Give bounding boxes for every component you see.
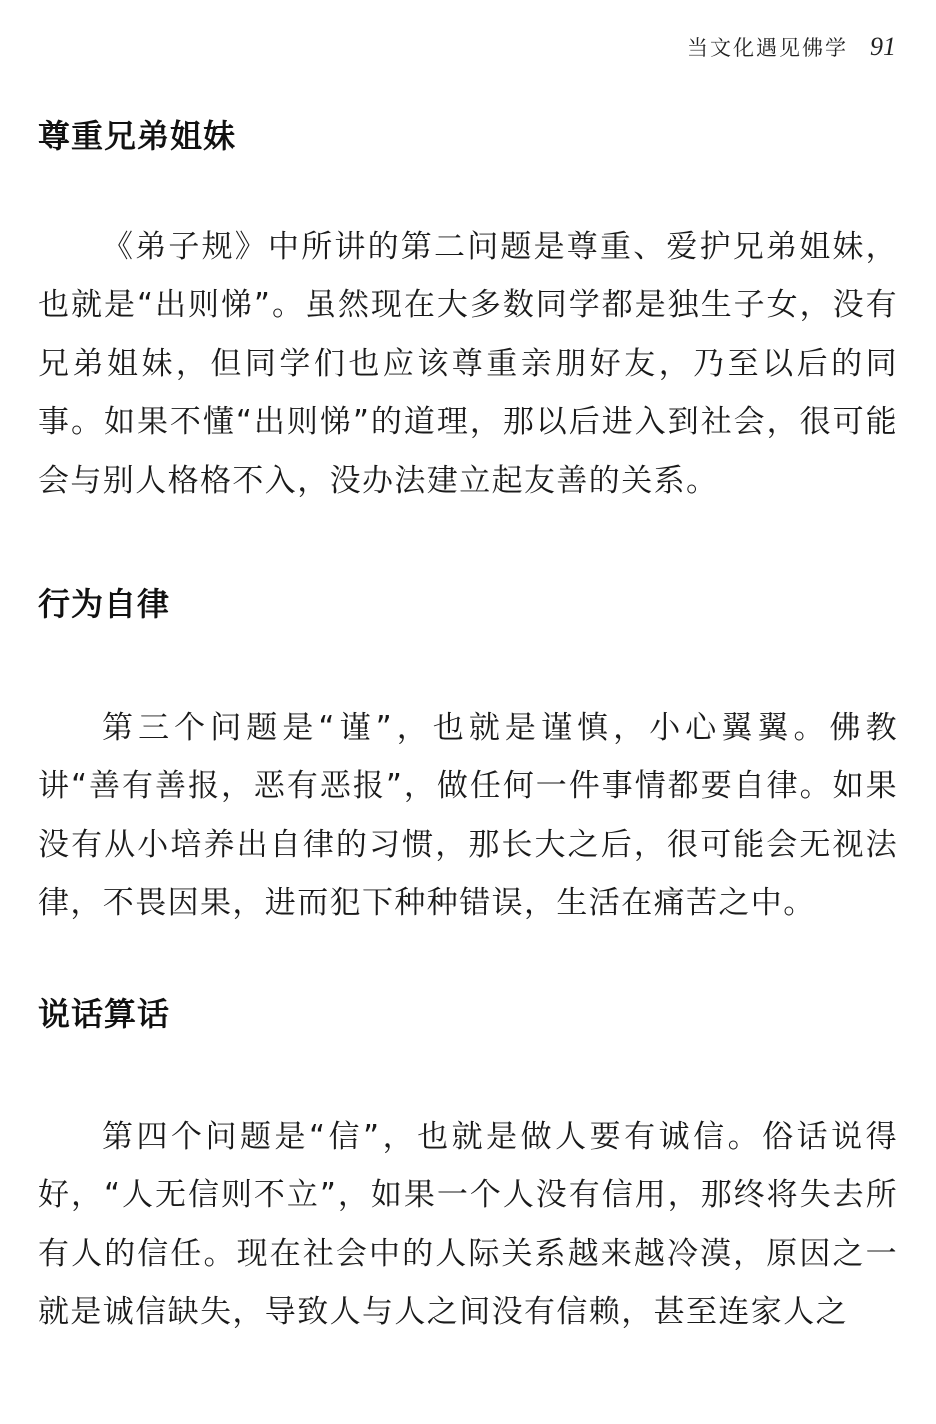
page-number: 91 <box>870 32 896 61</box>
running-title: 当文化遇见佛学 <box>687 36 848 60</box>
section-self-discipline <box>38 584 898 933</box>
running-header <box>687 32 896 62</box>
body-paragraph: 《弟子规》中所讲的第二问题是尊重、爱护兄弟姐妹，也就是“出则悌”。虽然现在大多数同学都是独生子女，没有兄弟姐妹，但同学们也应该尊重亲朋好友，乃至以后的同事。如果不懂“出则悌”的道理，那以后进入到社会，很可能会与别人格格不入，没办法建立起友善的关系。 <box>38 229 898 499</box>
section-heading: 说话算话 <box>38 995 171 1033</box>
section-heading: 行为自律 <box>38 585 171 623</box>
section-heading: 尊重兄弟姐妹 <box>38 117 237 155</box>
section-respect-siblings <box>38 116 898 510</box>
section-keep-promises <box>38 994 898 1342</box>
body-paragraph: 第四个问题是“信”，也就是做人要有诚信。俗话说得好，“人无信则不立”，如果一个人没有信用，那终将失去所有人的信任。现在社会中的人际关系越来越冷漠，原因之一就是诚信缺失，导致人与人之间没有信赖，甚至连家人之 <box>38 1119 898 1331</box>
body-paragraph: 第三个问题是“谨”，也就是谨慎，小心翼翼。佛教讲“善有善报，恶有恶报”，做任何一件事情都要自律。如果没有从小培养出自律的习惯，那长大之后，很可能会无视法律，不畏因果，进而犯下种种错误，生活在痛苦之中。 <box>38 710 898 922</box>
